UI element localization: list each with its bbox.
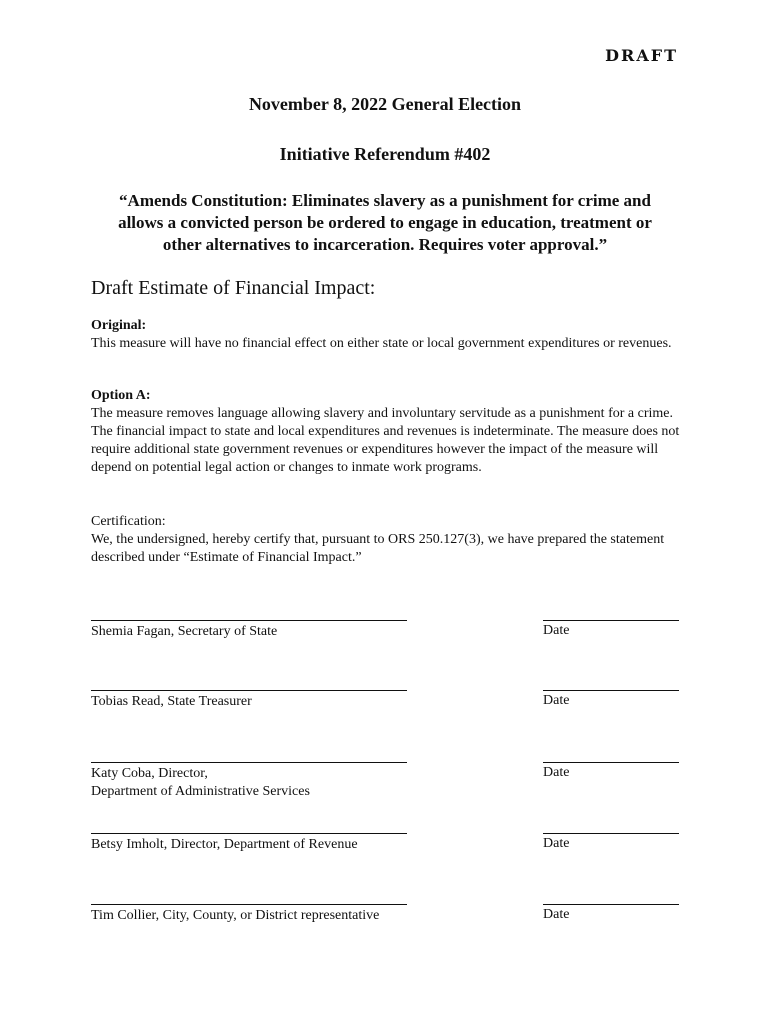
measure-ballot-title: “Amends Constitution: Eliminates slavery as a punishment for crime and allows a convicted person be ordered to engage in education, treatment or other alternatives to incarceration. Requires voter approval.” bbox=[118, 191, 652, 254]
signatory-name: Tim Collier, City, County, or District representative bbox=[91, 908, 380, 923]
certification-text: We, the undersigned, hereby certify that, pursuant to ORS 250.127(3), we have prepared the statement described under “Estimate of Financial Impact.” bbox=[91, 532, 665, 565]
date-label: Date bbox=[543, 836, 570, 851]
certification-label: Certification: bbox=[91, 514, 166, 529]
signature-row bbox=[91, 762, 679, 822]
date-label: Date bbox=[543, 907, 570, 922]
election-title: November 8, 2022 General Election bbox=[248, 94, 522, 114]
date-label: Date bbox=[543, 765, 570, 780]
date-line bbox=[543, 690, 679, 691]
date-line bbox=[543, 762, 679, 763]
signatory-name: Tobias Read, State Treasurer bbox=[91, 694, 252, 709]
signature-row bbox=[91, 620, 679, 680]
original-estimate bbox=[91, 317, 691, 353]
original-label: Original: bbox=[91, 318, 147, 333]
date-line bbox=[543, 833, 679, 834]
option-a-text: The measure removes language allowing slavery and involuntary servitude as a punishment for a crime. The financial impact to state and local expenditures and revenues is indeterminate. The measure does not require additional state government revenues or expenditures however the impact of the measure will depend on potential legal action or changes to inmate work programs. bbox=[91, 406, 680, 475]
option-a-estimate bbox=[91, 387, 691, 477]
signature-line bbox=[91, 762, 407, 763]
signature-line bbox=[91, 690, 407, 691]
date-label: Date bbox=[543, 623, 570, 638]
date-line bbox=[543, 620, 679, 621]
signature-line bbox=[91, 904, 407, 905]
signature-row bbox=[91, 690, 679, 750]
signatory-name: Betsy Imholt, Director, Department of Revenue bbox=[91, 837, 358, 852]
original-text: This measure will have no financial effect on either state or local government expenditures or revenues. bbox=[91, 336, 672, 351]
date-line bbox=[543, 904, 679, 905]
certification-block bbox=[91, 513, 691, 567]
signature-line bbox=[91, 833, 407, 834]
estimate-heading: Draft Estimate of Financial Impact: bbox=[91, 277, 376, 299]
date-label: Date bbox=[543, 693, 570, 708]
referendum-title: Initiative Referendum #402 bbox=[279, 144, 491, 164]
signature-line bbox=[91, 620, 407, 621]
signatory-name: Katy Coba, Director, Department of Administrative Services bbox=[91, 766, 310, 799]
draft-watermark: DRAFT bbox=[605, 46, 678, 65]
option-a-label: Option A: bbox=[91, 388, 151, 403]
signature-row bbox=[91, 833, 679, 893]
signature-row bbox=[91, 904, 679, 964]
signatory-name: Shemia Fagan, Secretary of State bbox=[91, 624, 278, 639]
